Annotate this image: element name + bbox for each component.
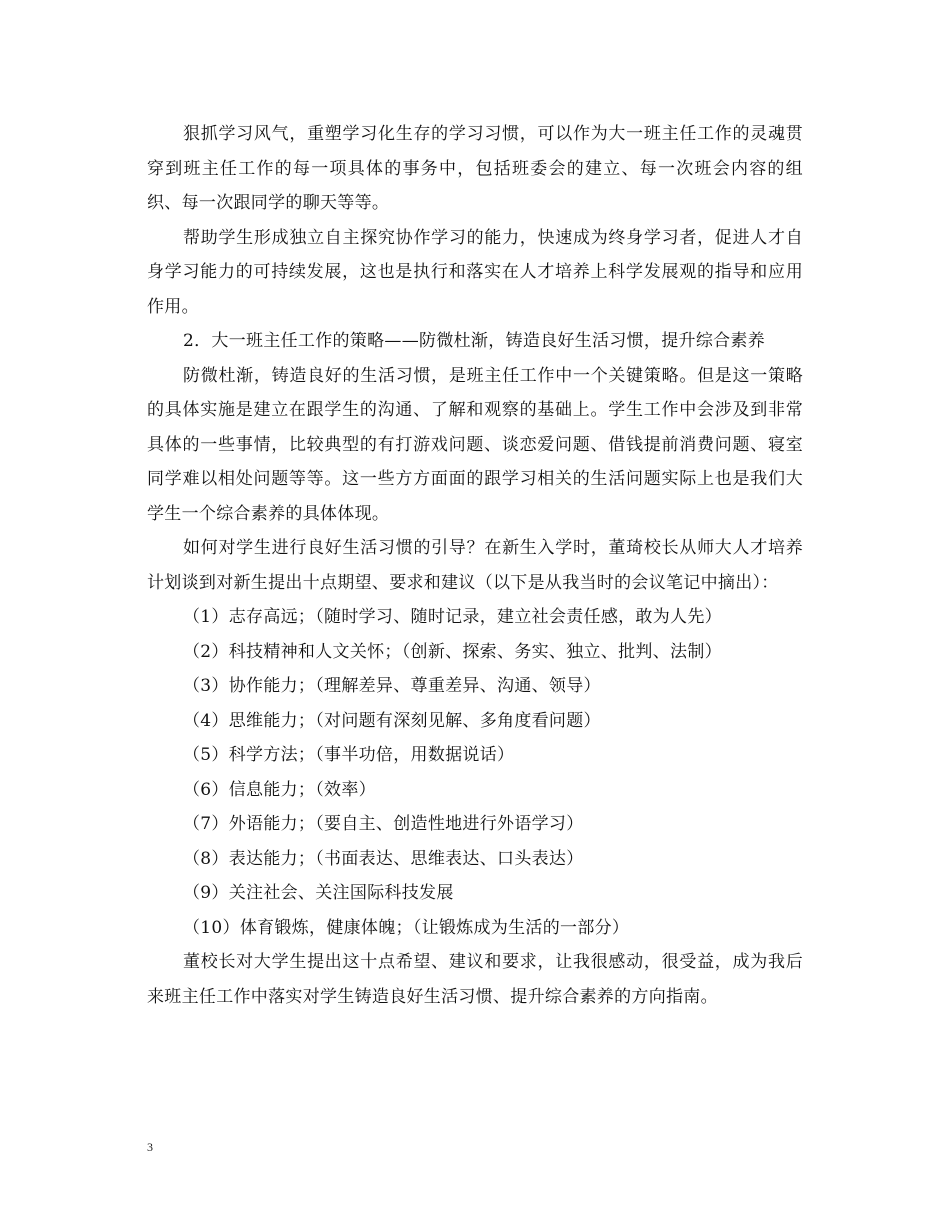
list-item: （6）信息能力；（效率） [183,779,376,800]
document-body [147,117,803,1014]
list-item: （2）科技精神和人文关怀；（创新、探索、务实、独立、批判、法制） [183,641,722,662]
list-item: （1）志存高远；（随时学习、随时记录，建立社会责任感，敢为人先） [183,607,722,627]
list-item: （10）体育锻炼，健康体魄；（让锻炼成为生活的一部分） [183,917,630,938]
list-item: （4）思维能力；（对问题有深刻见解、多角度看问题） [183,710,601,731]
paragraph-study-atmosphere: 狠抓学习风气，重塑学习化生存的学习习惯，可以作为大一班主任工作的灵魂贯穿到班主任工作的每一项具体的事务中，包括班委会的建立、每一次班会内容的组织、每一次跟同学的聊天等等。 [147,124,803,213]
page-number: 3 [147,1140,153,1154]
list-item: （3）协作能力；（理解差异、尊重差异、沟通、领导） [183,676,601,696]
paragraph-president-guidance: 如何对学生进行良好生活习惯的引导？在新生入学时，董琦校长从师大人才培养计划谈到对新生提出十点期望、要求和建议（以下是从我当时的会议笔记中摘出）： [147,538,803,593]
list-item: （5）科学方法；（事半功倍，用数据说话） [183,745,515,765]
paragraph-living-habits: 防微杜渐，铸造良好的生活习惯，是班主任工作中一个关键策略。但是这一策略的具体实施是建立在跟学生的沟通、了解和观察的基础上。学生工作中会涉及到非常具体的一些事情，比较典型的有打游戏问题、谈恋爱问题、借钱提前消费问题、寝室同学难以相处问题等等。这一些方方面面的跟学习相关的生活问题实际上也是我们大学生一个综合素养的具体体现。 [147,365,803,524]
list-item: （9）关注社会、关注国际科技发展 [183,883,454,903]
paragraph-independent-learning: 帮助学生形成独立自主探究协作学习的能力，快速成为终身学习者，促进人才自身学习能力的可持续发展，这也是执行和落实在人才培养上科学发展观的指导和应用作用。 [147,227,803,317]
list-item: （8）表达能力；（书面表达、思维表达、口头表达） [183,848,584,869]
section-heading-strategy: 2．大一班主任工作的策略——防微杜渐，铸造良好生活习惯，提升综合素养 [183,331,766,351]
paragraph-conclusion: 董校长对大学生提出这十点希望、建议和要求，让我很感动，很受益，成为我后来班主任工作中落实对学生铸造良好生活习惯、提升综合素养的方向指南。 [147,952,803,1007]
list-item: （7）外语能力；（要自主、创造性地进行外语学习） [183,814,584,834]
